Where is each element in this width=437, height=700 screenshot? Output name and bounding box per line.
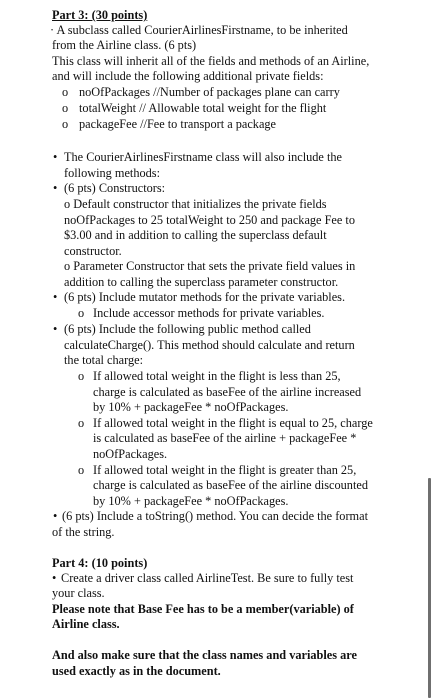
intro-line: from the Airline class. (6 pts) (52, 38, 197, 52)
calc-intro: calculateCharge(). This method should calculate and return (64, 338, 355, 352)
calc-condition: If allowed total weight in the flight is greater than 25, (93, 463, 357, 477)
constructors-label: (6 pts) Constructors: (64, 181, 166, 195)
circle-bullet-icon: o (62, 117, 69, 131)
part4-heading: Part 4: (10 points) (52, 556, 148, 570)
circle-bullet-icon: o (78, 416, 85, 430)
calc-condition: If allowed total weight in the flight is less than 25, (93, 369, 341, 383)
circle-bullet-icon: o (78, 369, 85, 383)
calc-condition: charge is calculated as baseFee of the airline increased (93, 385, 362, 399)
calc-condition: charge is calculated as baseFee of the airline discounted (93, 478, 368, 492)
calc-intro: (6 pts) Include the following public method called (64, 322, 311, 336)
default-constructor: o Default constructor that initializes the private fields (64, 197, 327, 211)
field-item: noOfPackages //Number of packages plane can carry (79, 85, 340, 99)
tostring-item: of the string. (52, 525, 115, 539)
driver-item: your class. (52, 586, 105, 600)
intro-line: · A subclass called CourierAirlinesFirstname, to be inherited (50, 23, 348, 37)
tostring-item: (6 pts) Include a toString() method. You can decide the format (62, 509, 368, 523)
default-constructor: $3.00 and in addition to calling the superclass default (64, 228, 327, 242)
methods-intro: The CourierAirlinesFirstname class will also include the (64, 150, 342, 164)
circle-bullet-icon: o (78, 463, 85, 477)
scrollbar[interactable] (428, 478, 431, 698)
base-fee-note: Please note that Base Fee has to be a member(variable) of (52, 602, 354, 616)
part3-heading: Part 3: (30 points) (52, 8, 148, 22)
calc-condition: noOfPackages. (93, 447, 168, 461)
dot-bullet-icon: • (53, 322, 58, 336)
intro-line: This class will inherit all of the fields and methods of an Airline, (52, 54, 370, 68)
calc-condition: by 10% + packageFee * noOfPackages. (93, 400, 289, 414)
param-constructor: o Parameter Constructor that sets the private field values in (64, 259, 356, 273)
calc-condition: If allowed total weight in the flight is equal to 25, charge (93, 416, 373, 430)
accessors-item: Include accessor methods for private variables. (93, 306, 325, 320)
circle-bullet-icon: o (62, 85, 69, 99)
calc-condition: by 10% + packageFee * noOfPackages. (93, 494, 289, 508)
naming-note: used exactly as in the document. (52, 664, 221, 678)
naming-note: And also make sure that the class names and variables are (52, 648, 357, 662)
param-constructor: addition to calling the superclass parameter constructor. (64, 275, 339, 289)
dot-bullet-icon: • (53, 509, 58, 523)
dot-bullet-icon: • (53, 181, 58, 195)
mutators-item: (6 pts) Include mutator methods for the private variables. (64, 290, 346, 304)
field-item: packageFee //Fee to transport a package (79, 117, 277, 131)
base-fee-note: Airline class. (52, 617, 120, 631)
default-constructor: noOfPackages to 25 totalWeight to 250 and package Fee to (64, 213, 355, 227)
circle-bullet-icon: o (62, 101, 69, 115)
calc-intro: the total charge: (64, 353, 143, 367)
calc-condition: is calculated as baseFee of the airline + packageFee * (93, 431, 357, 445)
default-constructor: constructor. (64, 244, 122, 258)
intro-line: and will include the following additional private fields: (52, 69, 324, 83)
driver-item: Create a driver class called AirlineTest. Be sure to fully test (61, 571, 354, 585)
dot-bullet-icon: • (53, 290, 58, 304)
dot-bullet-icon: • (52, 571, 57, 585)
circle-bullet-icon: o (78, 306, 85, 320)
methods-intro: following methods: (64, 166, 160, 180)
field-item: totalWeight // Allowable total weight for the flight (79, 101, 327, 115)
dot-bullet-icon: • (53, 150, 58, 164)
